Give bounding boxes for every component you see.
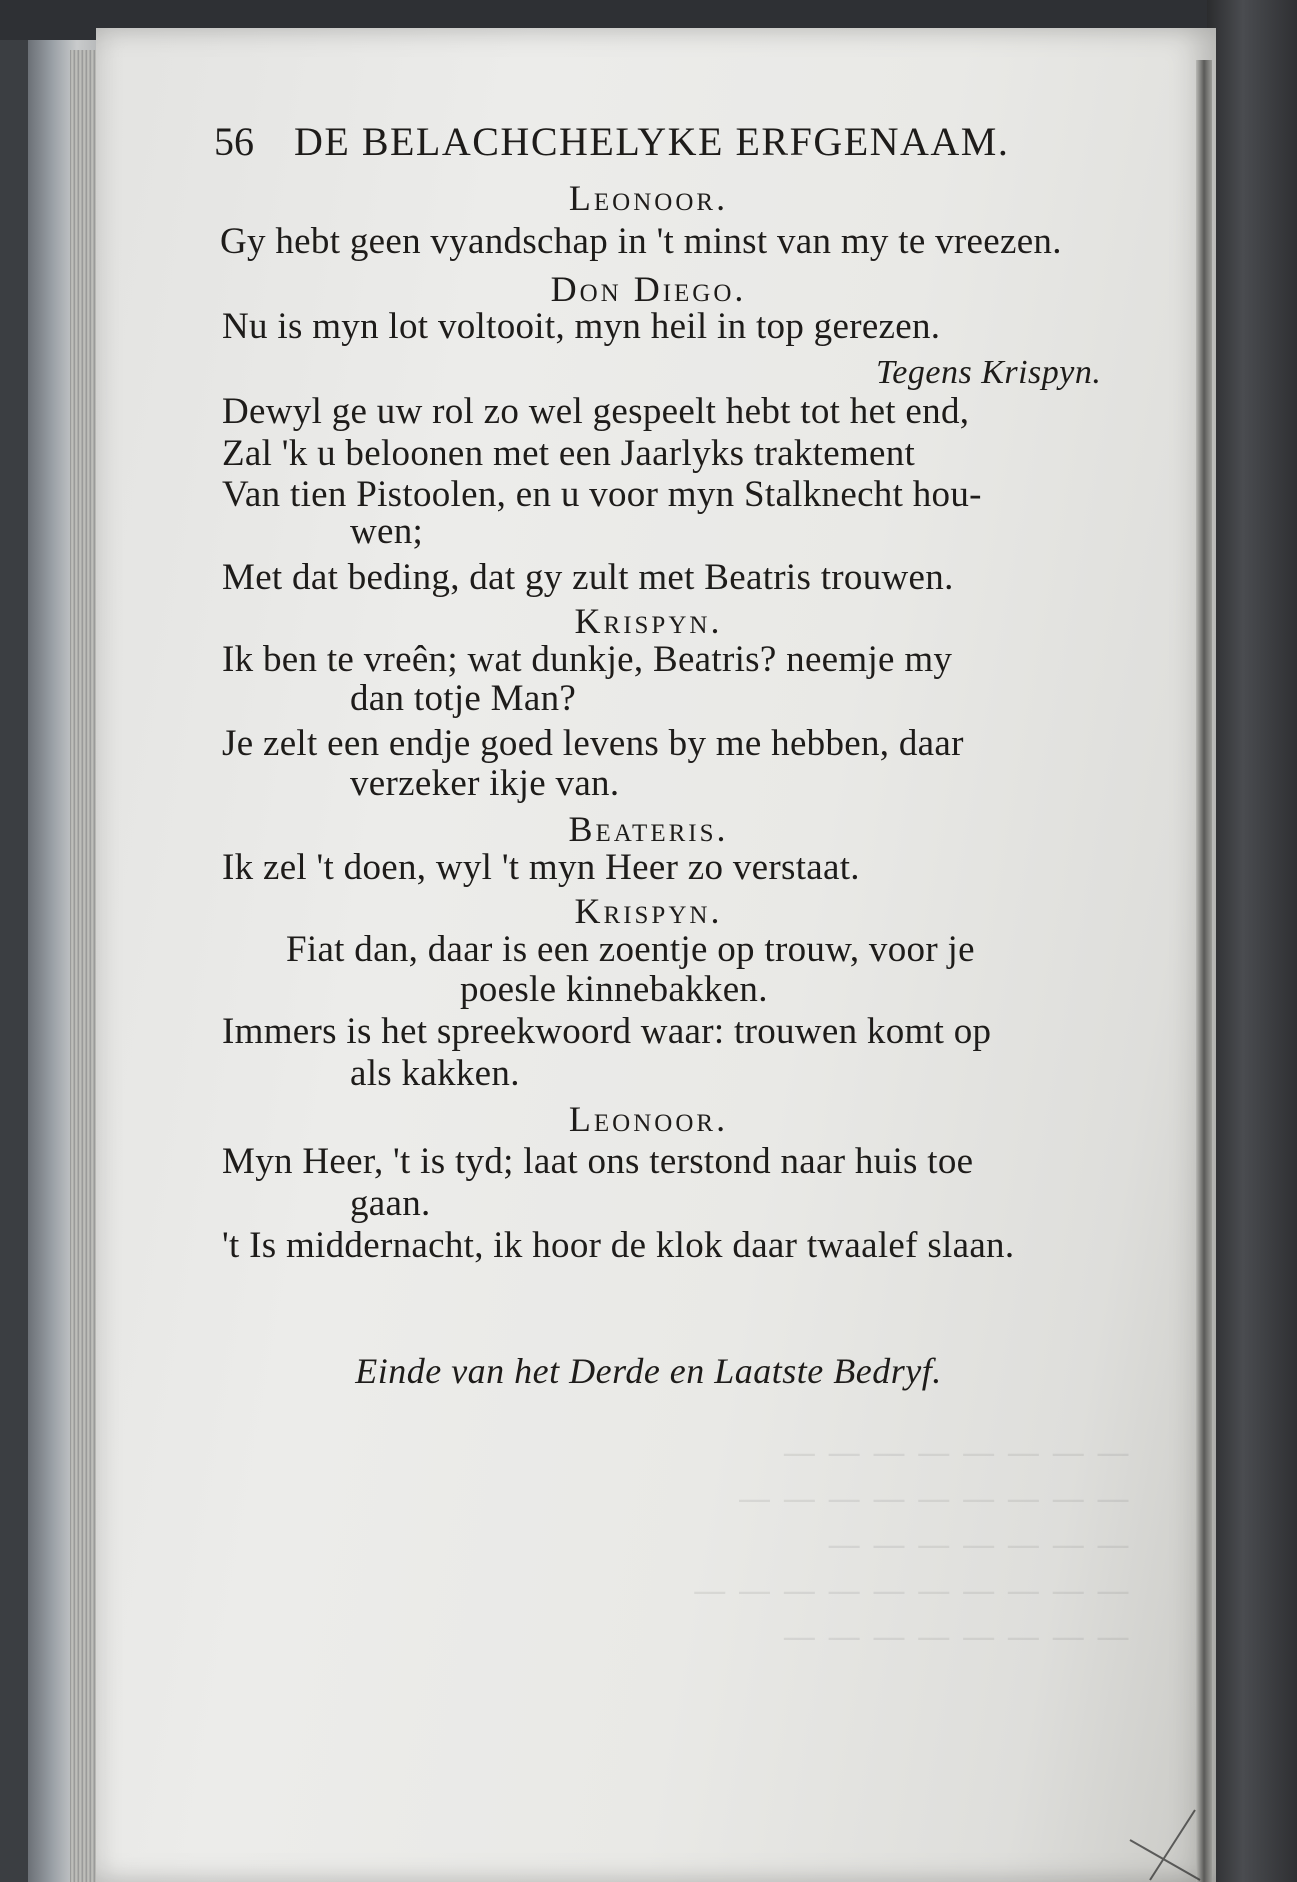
speaker-krispyn: Krispyn. (574, 891, 723, 931)
pencil-mark-icon (1120, 1790, 1210, 1882)
verse-line: Van tien Pistoolen, en u voor myn Stalknecht hou- (222, 474, 982, 515)
verse-line: dan totje Man? (350, 678, 577, 719)
speaker-don-diego: Don Diego. (550, 269, 747, 309)
verse-line: Met dat beding, dat gy zult met Beatris trouwen. (222, 557, 954, 598)
verse-line: Ik ben te vreên; wat dunkje, Beatris? neemje my (222, 639, 953, 680)
speaker-leonoor: Leonoor. (568, 1099, 729, 1139)
verse-line: Immers is het spreekwoord waar: trouwen komt op (222, 1011, 992, 1052)
verse-line: Gy hebt geen vyandschap in 't minst van my te vreezen. (220, 221, 1062, 262)
verse-line: Zal 'k u beloonen met een Jaarlyks traktement (222, 433, 916, 474)
verse-line: Nu is myn lot voltooit, myn heil in top gerezen. (222, 306, 941, 347)
colophon: Einde van het Derde en Laatste Bedryf. (355, 1351, 942, 1391)
speaker-krispyn: Krispyn. (574, 601, 723, 641)
page-number: 56 (214, 119, 254, 164)
book-gutter (1196, 60, 1212, 1882)
running-title: DE BELACHCHELYKE ERFGENAAM. (294, 119, 1010, 164)
verse-line: Myn Heer, 't is tyd; laat ons terstond naar huis toe (222, 1141, 974, 1182)
verse-line: gaan. (350, 1183, 431, 1224)
verse-line: Fiat dan, daar is een zoentje op trouw, voor je (286, 929, 975, 970)
verse-line: verzeker ikje van. (350, 763, 620, 804)
speaker-beateris: Beateris. (568, 809, 729, 849)
verse-line: Dewyl ge uw rol zo wel gespeelt hebt tot het end, (222, 391, 970, 432)
verse-line: Je zelt een endje goed levens by me hebben, daar (222, 723, 964, 764)
show-through-text: — — — — — — — — — — — — — — — — — — — — — — — — — — — — — — — — — — — — — — — — — — (692, 1433, 1130, 1657)
verse-line: 't Is middernacht, ik hoor de klok daar twaalef slaan. (222, 1225, 1015, 1266)
verse-line: wen; (350, 511, 424, 552)
verse-line: als kakken. (350, 1053, 520, 1094)
verse-line: Ik zel 't doen, wyl 't myn Heer zo verstaat. (222, 847, 860, 888)
verse-line: poesle kinnebakken. (460, 969, 768, 1010)
speaker-leonoor: Leonoor. (568, 178, 729, 218)
stage-direction: Tegens Krispyn. (876, 354, 1102, 391)
